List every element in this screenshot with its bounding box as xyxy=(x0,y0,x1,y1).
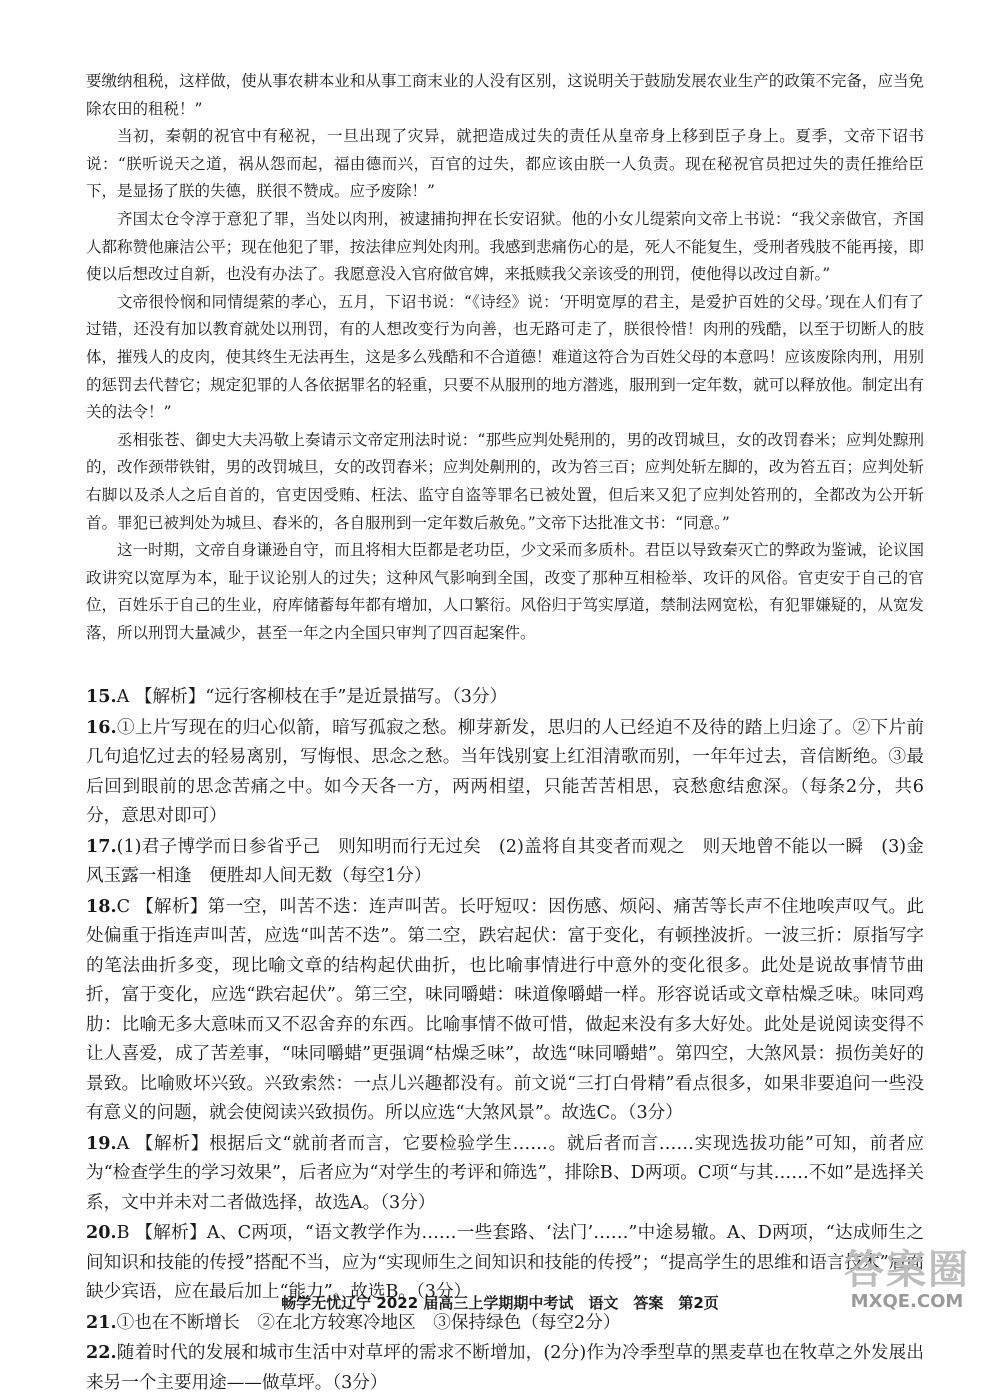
answer-text: A 【解析】根据后文“就前者而言，它要检验学生……。就后者而言……实现选拔功能”可知，前者应为“检查学生的学习效果”，后者应为“对学生的考评和筛选”，排除B、D两项。C项“与其……不如”是选择关系，文中并未对二者做选择，故选A。（3分） xyxy=(86,1133,924,1213)
answer-number: 20. xyxy=(86,1222,117,1243)
watermark-url: MXQE.COM xyxy=(850,1291,964,1312)
answer-number: 16. xyxy=(86,716,117,738)
answer-text: A 【解析】“远行客柳枝在手”是近景描写。（3分） xyxy=(116,687,508,707)
answer-number: 22. xyxy=(86,1342,117,1363)
answer-item-15 xyxy=(86,682,924,713)
page-footer: 畅学无忧辽宁 2022 届高三上学期期中考试 语文 答案 第2页 xyxy=(281,1294,719,1312)
answer-item-18 xyxy=(86,892,924,1129)
answer-text: (1)君子博学而日参省乎己 则知明而行无过矣 (2)盖将自其变者而观之 则天地曾不能以一瞬 (3)金风玉露一相逢 便胜却人间无数（每空1分） xyxy=(86,836,924,886)
answer-text: ①上片写现在的归心似箭，暗写孤寂之愁。柳芽新发，思归的人已经迫不及待的踏上归途了。②下片前几句追忆过去的轻易离别，写悔恨、思念之愁。当年饯别宴上红泪清歌而别，一年年过去，音信断绝。③最后回到眼前的思念苦痛之中。如今天各一方，两两相望，只能苦苦相思，哀愁愈结愈深。（每条2分，共6分，意思对即可） xyxy=(86,717,924,826)
translation-section xyxy=(86,68,924,647)
answer-text: ①也在不断增长 ②在北方较寒冷地区 ③保持绿色（每空2分） xyxy=(116,1312,621,1333)
translation-paragraph-3: 齐国太仓令淳于意犯了罪，当处以肉刑，被逮捕拘押在长安诏狱。他的小女儿缇萦向文帝上书说：“我父亲做官，齐国人都称赞他廉洁公平；现在他犯了罪，按法律应判处肉刑。我感到悲痛伤心的是，死人不能复生，受刑者残肢不能再接，即使以后想改过自新，也没有办法了。我愿意没入官府做官婢，来抵赎我父亲该受的刑罚，使他得以改过自新。” xyxy=(86,209,924,284)
answer-item-22 xyxy=(86,1338,924,1398)
answer-number: 21. xyxy=(86,1311,117,1333)
translation-paragraph-1: 要缴纳租税，这样做，使从事农耕本业和从事工商末业的人没有区别，这说明关于鼓励发展农业生产的政策不完备，应当免除农田的租税！” xyxy=(86,72,924,118)
translation-paragraph-5: 丞相张苍、御史大夫冯敬上奏请示文帝定刑法时说：“那些应判处髡刑的，男的改罚城旦，女的改罚舂米；应判处黥刑的，改作颈带铁钳，男的改罚城旦，女的改罚舂米；应判处劓刑的，改为笞三百；应判处斩左脚的，改为笞五百；应判处斩右脚以及杀人之后自首的，官吏因受贿、枉法、监守自盗等罪名已被处置，但后来又犯了应判处笞刑的，全都改为公开斩首。罪犯已被判处为城旦、舂米的，各自服刑到一定年数后赦免。”文帝下达批准文书：“同意。” xyxy=(86,430,924,532)
answer-item-16 xyxy=(86,713,924,832)
answer-text: 随着时代的发展和城市生活中对草坪的需求不断增加，(2分)作为冷季型草的黑麦草也在牧草之外发展出来另一个主要用途——做草坪。（3分） xyxy=(86,1343,924,1393)
answer-item-19 xyxy=(86,1129,924,1219)
site-watermark xyxy=(832,1248,982,1318)
answer-number: 15. xyxy=(86,686,117,707)
answer-number: 17. xyxy=(86,835,117,857)
translation-paragraph-4: 文帝很怜悯和同情缇萦的孝心，五月，下诏书说：“《诗经》说：‘开明宽厚的君主，是爱护百姓的父母。’现在人们有了过错，还没有加以教育就处以刑罚，有的人想改变行为向善，也无路可走了，朕很怜惜！肉刑的残酷，以至于切断人的肢体，摧残人的皮肉，使其终生无法再生，这是多么残酷和不合道德！难道这符合为百姓父母的本意吗！应该废除肉刑，用别的惩罚去代替它；规定犯罪的人各依据罪名的轻重，只要不从服刑的地方潜逃，服刑到一定年数，就可以释放他。制定出有关的法令！” xyxy=(86,292,924,422)
translation-paragraph-2: 当初，秦朝的祝官中有秘祝，一旦出现了灾异，就把造成过失的责任从皇帝身上移到臣子身上。夏季，文帝下诏书说：“朕听说天之道，祸从怨而起，福由德而兴，百官的过失，都应该由朕一人负责。现在秘祝官员把过失的责任推给臣下，是显扬了朕的失德，朕很不赞成。应予废除！” xyxy=(86,127,924,201)
answer-text: C 【解析】第一空，叫苦不迭：连声叫苦。长吁短叹：因伤感、烦闷、痛苦等长声不住地唉声叹气。此处偏重于指连声叫苦，应选“叫苦不迭”。第二空，跌宕起伏：富于变化，有顿挫波折。一波三折：原指写字的笔法曲折多变，现比喻文章的结构起伏曲折，也比喻事情进行中意外的变化很多。此处是说故事情节曲折，富于变化，应选“跌宕起伏”。第三空，味同嚼蜡：味道像嚼蜡一样。形容说话或文章枯燥乏味。味同鸡肋：比喻无多大意味而又不忍舍弃的东西。比喻事情不做可惜，做起来没有多大好处。此处是说阅读变得不让人喜爱，成了苦差事，“味同嚼蜡”更强调“枯燥乏味”，故选“味同嚼蜡”。第四空，大煞风景：损伤美好的景致。比喻败坏兴致。兴致索然：一点儿兴趣都没有。前文说“三打白骨精”看点很多，如果非要追问一些没有意义的问题，就会使阅读兴致损伤。所以应选“大煞风景”。故选C。（3分） xyxy=(86,896,924,1123)
watermark-logo: 答案圈 xyxy=(844,1247,970,1293)
answer-number: 19. xyxy=(86,1132,117,1154)
translation-paragraph-6: 这一时期，文帝自身谦逊自守，而且将相大臣都是老功臣，少文采而多质朴。君臣以导致秦灭亡的弊政为鉴诫，论议国政讲究以宽厚为本，耻于议论别人的过失；这种风气影响到全国，改变了那种互相检举、攻讦的风俗。官吏安于自己的官位，百姓乐于自己的生业，府库储蓄每年都有增加，人口繁衍。风俗归于笃实厚道，禁制法网宽松，有犯罪嫌疑的，从宽发落，所以刑罚大量减少，甚至一年之内全国只审判了四百起案件。 xyxy=(86,541,924,642)
answer-list xyxy=(86,682,924,1398)
answer-item-17 xyxy=(86,832,924,892)
answer-text: B 【解析】A、C两项，“语文教学作为……一些套路、‘法门’……”中途易辙。A、D两项，“达成师生之间知识和技能的传授”搭配不当，应为“实现师生之间知识和技能的传授”；“提高学生的思维和语言技术”后面缺少宾语，应在最后加上“能力”。故选B。（3分） xyxy=(86,1223,924,1302)
answer-number: 18. xyxy=(86,895,117,917)
